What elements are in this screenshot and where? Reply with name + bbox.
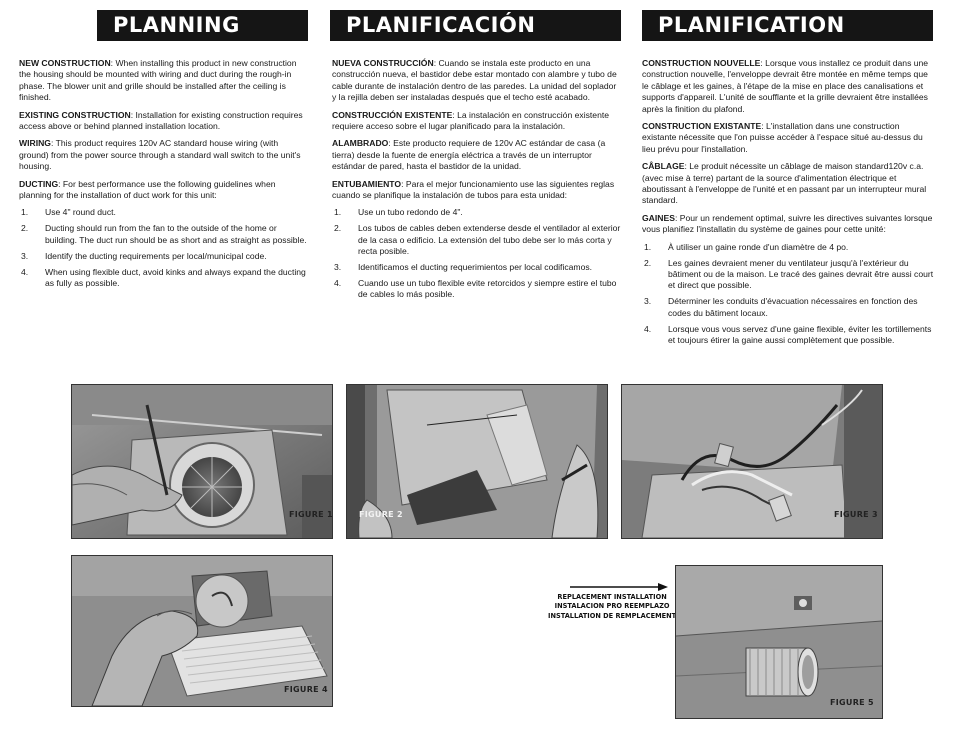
paragraph-entubamiento: ENTUBAMIENTO: Para el mejor funcionamiento use las siguientes reglas cuando se planifique la instalación de tubos para esta unidad: (332, 178, 615, 201)
list-item: 2. Les gaines devraient mener du ventilateur jusqu'à l'extérieur du bâtiment ou de la maison. Le tracé des gaines devrait être aussi court et direct que possible. (644, 257, 934, 291)
column-spanish (332, 58, 621, 305)
replacement-installation-callout: REPLACEMENT INSTALLATION INSTALACION PRO REEMPLAZO INSTALLATION DE REMPLACEMENT (548, 593, 677, 620)
list-item: 3. Identificamos el ducting requerimientos per local codificamos. (334, 262, 593, 273)
list-item: 1. À utiliser un gaine ronde d'un diamètre de 4 po. (644, 241, 849, 252)
paragraph-new-construction: NEW CONSTRUCTION: When installing this product in new construction the housing should be mounted with wiring and duct during the rough-in phase. The blower unit and grille should be installed after the ceiling is finished. (19, 58, 297, 103)
arrow-right-icon (570, 582, 670, 592)
figure-5-label: FIGURE 5 (830, 698, 874, 707)
gaines-list (642, 242, 935, 347)
list-item: 4. When using flexible duct, avoid kinks and always expand the ducting as fully as possible. (21, 266, 306, 288)
list-item: 1. Use 4" round duct. (21, 207, 116, 218)
header-planificacion: PLANIFICACIÓN (330, 10, 621, 41)
figure-3-label: FIGURE 3 (834, 510, 878, 519)
figure-4-label: FIGURE 4 (284, 685, 328, 694)
ducting-list (19, 207, 308, 289)
figure-2-label: FIGURE 2 (359, 510, 403, 519)
list-item: 2. Ducting should run from the fan to the outside of the home or building. The duct run should be as short and as straight as possible. (21, 223, 307, 245)
figure-1-label: FIGURE 1 (289, 510, 333, 519)
paragraph-existing-construction: EXISTING CONSTRUCTION: Installation for existing construction requires access above or behind planned installation location. (19, 109, 303, 132)
figure-5-photo (675, 565, 883, 719)
column-english (19, 58, 308, 294)
paragraph-nueva-construccion: NUEVA CONSTRUCCIÓN: Cuando se instala este producto en una construcción nueva, el bastidor debe estar montado con alambre y tubo de cable durante de instalación dentro de las paredes. La unidad del soplador y la rejilla deben ser instaladas después que el techo esté acabado. (332, 58, 617, 103)
entubamiento-list (332, 207, 621, 300)
list-item: 2. Los tubos de cables deben extenderse desde el ventilador al exterior de la casa o edificio. La extensión del tubo debe ser lo más corta y recta posible. (334, 223, 621, 257)
paragraph-construction-nouvelle: CONSTRUCTION NOUVELLE: Lorsque vous installez ce produit dans une construction nouvelle, l'enveloppe devrait être montée en même temps que le câblage et les gaines, à l'étape de la mise en place des canalisations et supports d'appareil. L'unité de soufflante et la grille devraient être installées après la finition du plafond. (642, 58, 929, 114)
paragraph-ducting: DUCTING: For best performance use the following guidelines when planning for the installation of duct work for this unit: (19, 178, 276, 201)
paragraph-cablage: CÂBLAGE: Le produit nécessite un câblage de maison standard120v c.a. (avec mise à terre) partant de la source d'alimentation électrique et aboutissant à l'enveloppe de l'unité et en passant par un interrupteur mural standard. (642, 161, 927, 206)
list-item: 1. Use un tubo redondo de 4". (334, 207, 463, 218)
paragraph-alambrado: ALAMBRADO: Este producto requiere de 120v AC estándar de casa (a tierra) desde la fuente de energía eléctrica a través de un interruptor estándar de pared, hasta el bastidor de la unidad. (332, 138, 606, 172)
list-item: 3. Déterminer les conduits d'évacuation nécessaires en fonction des codes du bâtiment locaux. (644, 296, 918, 318)
paragraph-wiring: WIRING: This product requires 120v AC standard house wiring (with ground) from the power source through a standard wall switch to the unit's housing. (19, 138, 301, 172)
list-item: 4. Cuando use un tubo flexible evite retorcidos y siempre estire el tubo de cables lo más posible. (334, 278, 617, 300)
paragraph-construccion-existente: CONSTRUCCIÓN EXISTENTE: La instalación en construcción existente requiere acceso sobre el lugar planificado para la instalación. (332, 109, 610, 132)
paragraph-gaines: GAINES: Pour un rendement optimal, suivre les directives suivantes lorsque vous planifiez l'installatin du système de gaines pour cette unité: (642, 212, 933, 235)
paragraph-construction-existante: CONSTRUCTION EXISTANTE: L'installation dans une construction existante nécessite que l'on puisse accéder à l'espace situé au-dessus du lieu prévu pour l'installation. (642, 121, 923, 154)
header-planification: PLANIFICATION (642, 10, 933, 41)
list-item: 3. Identify the ducting requirements per local/municipal code. (21, 250, 267, 261)
list-item: 4. Lorsque vous vous servez d'une gaine flexible, éviter les tortillements et toujours étirer la gaine aussi complètement que possible. (644, 323, 932, 346)
column-french (642, 58, 935, 351)
header-planning: PLANNING (97, 10, 308, 41)
